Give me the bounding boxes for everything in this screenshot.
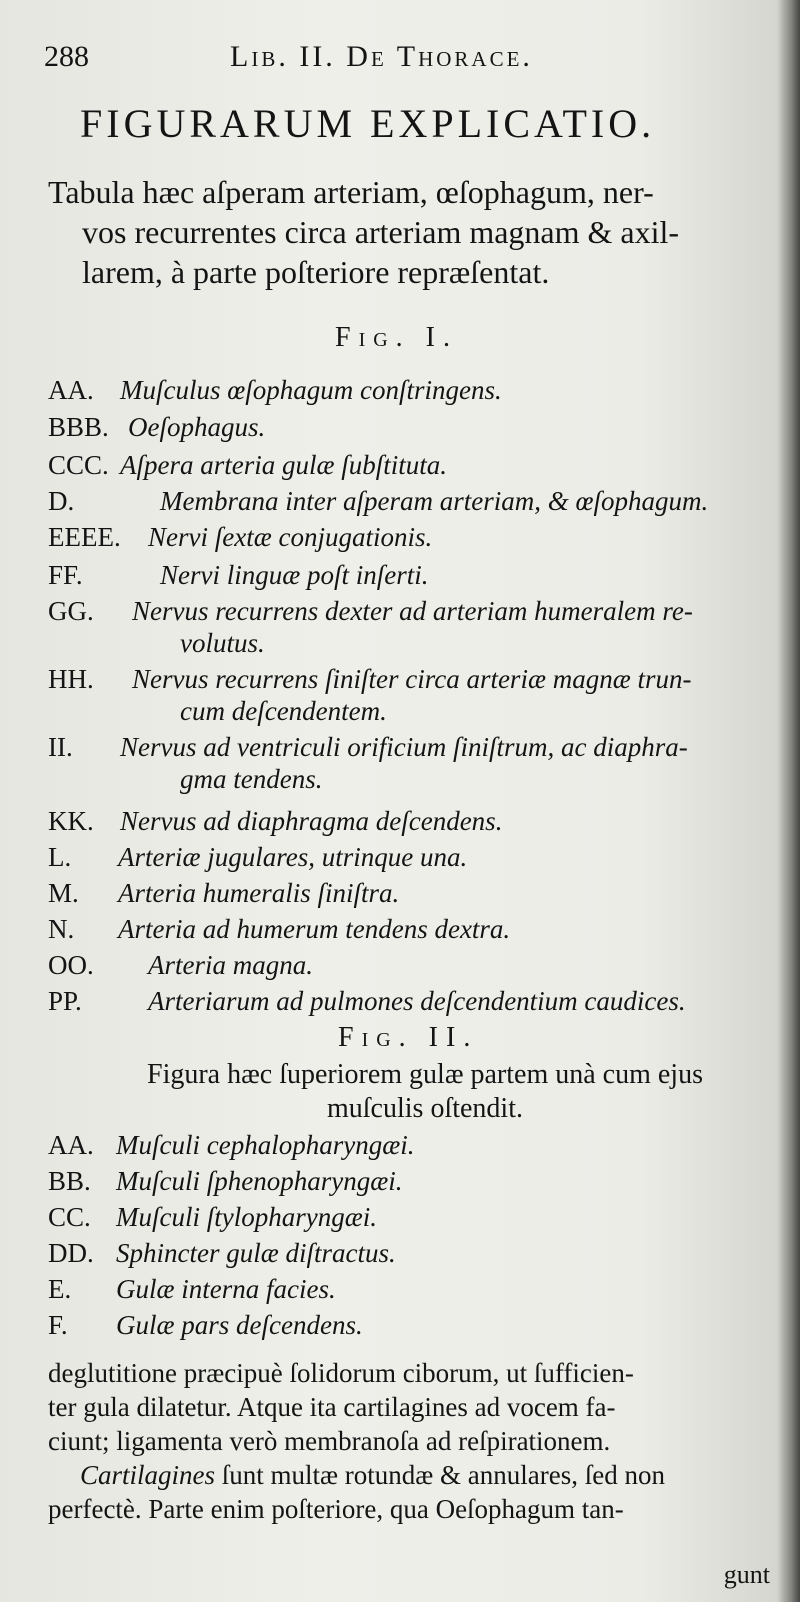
legend-entry (48, 842, 768, 882)
body-line: deglutitione præcipuè ſolidorum ciborum, ut ſufficien- (48, 1358, 634, 1388)
fig-2-heading: Fig. II. (338, 1022, 479, 1053)
legend-description: Nervi linguæ poſt inſerti. (160, 560, 429, 590)
legend-entry (48, 878, 768, 918)
legend-entry (48, 950, 768, 990)
legend-letters: BBB. (48, 412, 109, 442)
legend-letters: L. (48, 842, 72, 872)
legend-letters: AA. (48, 375, 94, 405)
legend-description: Nervus recurrens ſiniſter circa arteriæ magnæ trun- (132, 664, 692, 694)
legend-entry (48, 914, 768, 954)
legend-letters: GG. (48, 596, 94, 626)
legend-description-continued: gma tendens. (180, 764, 323, 794)
legend-description: Gulæ pars deſcendens. (116, 1310, 363, 1340)
legend-letters: HH. (48, 664, 94, 694)
legend-letters: DD. (48, 1238, 94, 1268)
legend-letters: M. (48, 878, 79, 908)
intro-line: Tabula hæc aſperam arteriam, œſophagum, ner- (48, 174, 654, 210)
body-line: ter gula dilatetur. Atque ita cartilagines ad vocem fa- (48, 1392, 616, 1422)
legend-letters: BB. (48, 1166, 91, 1196)
legend-description: Muſculi cephalopharyngæi. (116, 1130, 415, 1160)
legend-entry (48, 806, 768, 846)
legend-description: Gulæ interna facies. (116, 1274, 336, 1304)
legend-entry (48, 1274, 768, 1310)
fig-2-intro-line: Figura hæc ſuperiorem gulæ partem unà cum ejus (147, 1059, 703, 1090)
legend-letters: II. (48, 732, 73, 762)
body-line: ciunt; ligamenta verò membranoſa ad reſpirationem. (48, 1426, 611, 1456)
body-text (48, 1356, 768, 1526)
legend-description-continued: volutus. (180, 628, 265, 658)
legend-entry (48, 486, 768, 526)
legend-description: Arteria humeralis ſiniſtra. (118, 878, 400, 908)
page-edge-shadow (778, 0, 800, 1602)
intro-line: larem, à parte poſteriore repræſentat. (82, 254, 550, 290)
intro-line: vos recurrentes circa arteriam magnam & axil- (82, 214, 680, 250)
fig-2-intro (80, 1058, 770, 1126)
legend-description: Arteria ad humerum tendens dextra. (118, 914, 511, 944)
legend-entry (48, 560, 768, 600)
body-line: perfectè. Parte enim poſteriore, qua Oeſophagum tan- (48, 1494, 624, 1524)
legend-entry (48, 1166, 768, 1202)
section-title: FIGURARUM EXPLICATIO. (80, 101, 656, 146)
legend-entry (48, 1130, 768, 1166)
legend-description: Oeſophagus. (128, 412, 266, 442)
intro-paragraph (48, 172, 768, 292)
legend-entry (48, 596, 768, 658)
legend-entry (48, 1202, 768, 1238)
legend-entry (48, 412, 768, 452)
legend-letters: N. (48, 914, 75, 944)
legend-description: Sphincter gulæ diſtractus. (116, 1238, 396, 1268)
legend-entry (48, 450, 768, 490)
page-number: 288 (44, 40, 89, 73)
legend-letters: FF. (48, 560, 83, 590)
legend-description: Muſculi ſphenopharyngæi. (116, 1166, 403, 1196)
legend-description: Arteriarum ad pulmones deſcendentium caudices. (148, 986, 686, 1016)
fig-2-intro-line: muſculis oſtendit. (327, 1093, 523, 1124)
legend-entry (48, 986, 768, 1026)
legend-description: Nervus ad ventriculi orificium ſiniſtrum, ac diaphra- (120, 732, 688, 762)
catchword: gunt (723, 1560, 770, 1589)
legend-description: Arteriæ jugulares, utrinque una. (118, 842, 468, 872)
fig-1-heading: Fig. I. (335, 322, 458, 353)
legend-letters: D. (48, 486, 75, 516)
legend-letters: AA. (48, 1130, 94, 1160)
legend-description: Muſculi ſtylopharyngæi. (116, 1202, 377, 1232)
legend-letters: KK. (48, 806, 94, 836)
legend-description: Nervi ſextæ conjugationis. (148, 522, 433, 552)
legend-description: Membrana inter aſperam arteriam, & œſophagum. (160, 486, 709, 516)
body-line (48, 1458, 768, 1492)
legend-description-continued: cum deſcendentem. (180, 696, 387, 726)
running-head: Lib. II. De Thorace. (230, 40, 533, 73)
legend-letters: F. (48, 1310, 68, 1340)
body-line-rest: ſunt multæ rotundæ & annulares, ſed non (215, 1460, 665, 1490)
legend-description: Nervus ad diaphragma deſcendens. (120, 806, 503, 836)
legend-description: Nervus recurrens dexter ad arteriam humeralem re- (132, 596, 693, 626)
legend-entry (48, 732, 768, 794)
legend-entry (48, 1310, 768, 1346)
page-header (44, 40, 744, 80)
legend-description: Aſpera arteria gulæ ſubſtituta. (120, 450, 448, 480)
legend-description: Arteria magna. (148, 950, 313, 980)
legend-description: Muſculus œſophagum conſtringens. (120, 375, 502, 405)
legend-entry (48, 522, 768, 562)
legend-entry (48, 664, 768, 726)
legend-letters: CC. (48, 1202, 91, 1232)
legend-letters: PP. (48, 986, 82, 1016)
legend-letters: CCC. (48, 450, 109, 480)
legend-letters: E. (48, 1274, 72, 1304)
legend-letters: EEEE. (48, 522, 121, 552)
body-italic-word: Cartilagines (80, 1460, 216, 1490)
legend-letters: OO. (48, 950, 94, 980)
legend-entry (48, 375, 768, 415)
legend-entry (48, 1238, 768, 1274)
